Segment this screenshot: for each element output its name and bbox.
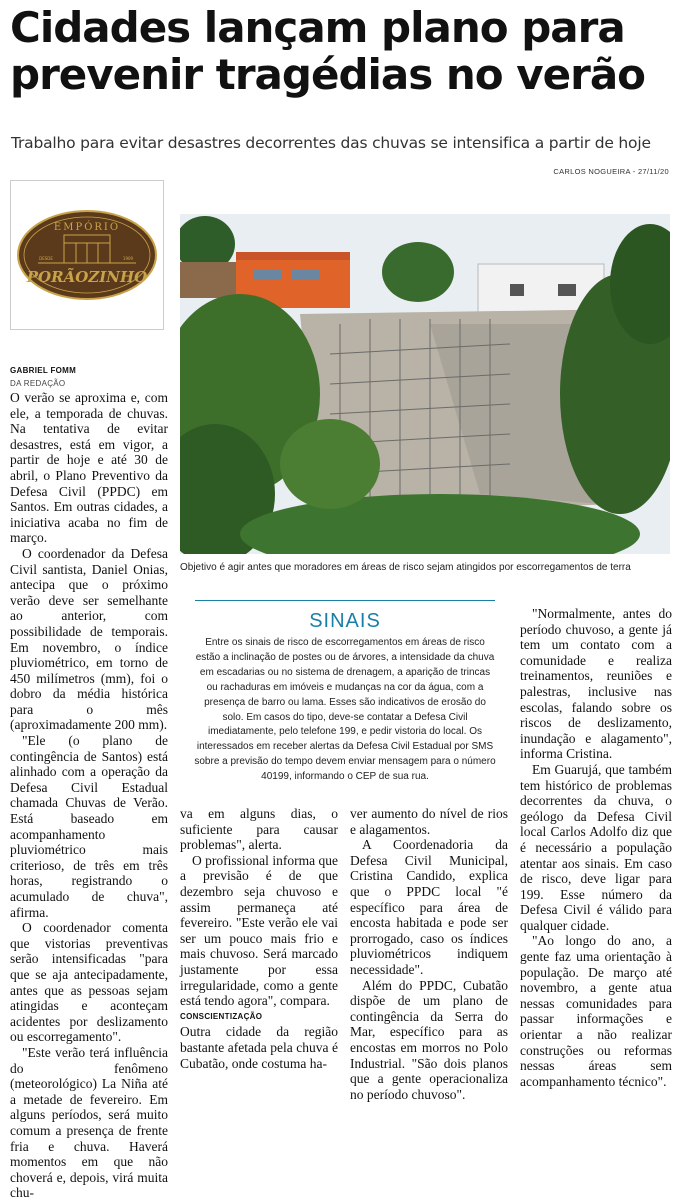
article-column-4 xyxy=(520,606,672,1089)
box-rule xyxy=(195,600,495,601)
advertisement[interactable] xyxy=(10,180,164,330)
article-column-3 xyxy=(350,806,508,1102)
paragraph: "Ele (o plano de contingência de Santos) está alinhado com a operação da Defesa Civil Estadual chamada Chuvas de Verão. Está baseado em acompanhamento pluviométrico mais criterioso, de três em três horas, registrando o acumulado de chuva", afirma. xyxy=(10,733,168,920)
paragraph: Em Guarujá, que também tem histórico de problemas decorrentes da chuva, o geólogo da Defesa Civil local Carlos Adolfo diz que é necessário a população atentar aos sinais. Em caso de risco, deve ligar para 199. Esse número da Defesa Civil é válido para qualquer cidade. xyxy=(520,761,672,933)
paragraph: O coordenador da Defesa Civil santista, Daniel Onias, antecipa que o próximo verão deve ser semelhante ao anterior, com possibilidade de temporais. Em novembro, o índice pluviométrico, em torno de 450 milímetros (mm), foi o dobro da média histórica para o mês (aproximadamente 200 mm). xyxy=(10,545,168,733)
section-label: DA REDAÇÃO xyxy=(10,379,66,388)
ad-brand-text: PORÃOZINHO xyxy=(26,268,148,286)
byline: GABRIEL FOMM xyxy=(10,366,77,375)
photo-caption: Objetivo é agir antes que moradores em áreas de risco sejam atingidos por escorregamentos de terra xyxy=(180,562,631,573)
paragraph: va em alguns dias, o suficiente para causar problemas", alerta. xyxy=(180,806,338,853)
paragraph: O profissional informa que a previsão é de que dezembro seja chuvoso e assim permaneça até fevereiro. "Este verão ele vai ser um pouco mais frio e mais chuvoso. Será marcado justamente por essa irregularidade, como a gente está tendo agora", compara. xyxy=(180,852,338,1009)
subtitle: CONSCIENTIZAÇÃO xyxy=(180,1011,263,1021)
paragraph: "Ao longo do ano, a gente faz uma orientação à população. De março até novembro, a gente atua nessas comunidades para passar informações e orientar a não realizar construções ou reformas nessas áreas sem acompanhamento técnico". xyxy=(520,933,672,1089)
paragraph: Outra cidade da região bastante afetada pela chuva é Cubatão, onde costuma ha- xyxy=(180,1024,338,1071)
paragraph: Além do PPDC, Cubatão dispõe de um plano de contingência da Serra do Mar, específico para as encostas em morros no Polo Industrial. "São dois planos que a gente operacionaliza no período chuvoso". xyxy=(350,977,508,1102)
hillside-photo xyxy=(180,214,670,554)
ad-right-text: 1909 xyxy=(122,256,134,261)
paragraph: A Coordenadoria da Defesa Civil Municipal, Cristina Candido, explica que o PPDC local "é específico para área de encosta habitada e pode ser prorrogado, caso os índices pluviométricos indiquem necessidade". xyxy=(350,837,508,977)
subhead: Trabalho para evitar desastres decorrentes das chuvas se intensifica a partir de hoje xyxy=(11,134,651,152)
paragraph: O verão se aproxima e, com ele, a temporada de chuvas. Na tentativa de evitar desastres, está em vigor, a partir de hoje e até 30 de abril, o Plano Preventivo da Defesa Civil (PPDC) em Santos. Em outras cidades, a iniciativa acaba no fim de março. xyxy=(10,390,168,546)
headline: Cidades lançam plano para prevenir tragédias no verão xyxy=(10,3,646,99)
box-text: Entre os sinais de risco de escorregamentos em áreas de risco estão a inclinação de postes ou de árvores, a intensidade da chuva em escadarias ou no sistema de drenagem, a aparição de trincas ou rachaduras em imóveis e mudanças na cor da água, com a presença de barro ou lama. Esses são indicativos de erosão do solo. Em casos do tipo, deve-se contatar a Defesa Civil imediatamente, pelo telefone 199, e pedir vistoria do local. Os interessados em receber alertas da Defesa Civil Estadual por SMS sobre a previsão do tempo devem enviar mensagem para o número 40199, informando o CEP de sua rua. xyxy=(194,637,496,783)
paragraph: "Este verão terá influência do fenômeno (meteorológico) La Niña até a metade de fevereiro. Em alguns períodos, será muito comum a presença de frente fria e chuva. Haverá momentos em que não choverá e, depois, virá muita chu- xyxy=(10,1044,168,1201)
article-column-2 xyxy=(180,806,338,1071)
paragraph: O coordenador comenta que vistorias preventivas serão intensificadas "para que se aja antecipadamente, antes que as pessoas sejam atingidas e aconteçam acidentes por deslizamento ou escorregamento". xyxy=(10,920,168,1045)
ad-left-text: DESDE xyxy=(39,256,53,261)
paragraph: ver aumento do nível de rios e alagamentos. xyxy=(350,806,508,837)
emporio-logo xyxy=(16,205,158,305)
box-title: SINAIS xyxy=(309,610,381,632)
photo-credit: CARLOS NOGUEIRA - 27/11/20 xyxy=(553,167,669,176)
ad-top-text: EMPÓRIO xyxy=(53,222,121,233)
sinais-box xyxy=(180,600,510,790)
article-column-1 xyxy=(10,390,168,1201)
paragraph: "Normalmente, antes do período chuvoso, a gente já tem um contato com a comunidade e realiza treinamentos, reuniões e palestras, inclusive nas escolas, falando sobre os riscos de deslizamento, inundação e alagamento", informa Cristina. xyxy=(520,606,672,762)
